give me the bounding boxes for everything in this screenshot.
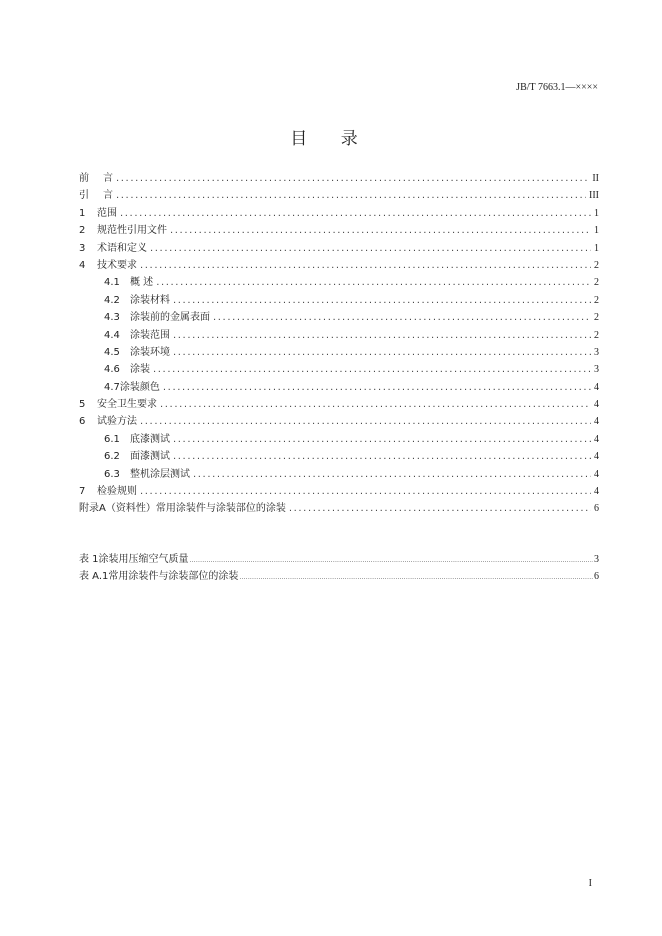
- toc-entry[interactable]: [79, 413, 599, 430]
- toc-entry-number: 4.4: [104, 329, 120, 341]
- toc-entry[interactable]: [79, 257, 599, 274]
- toc-entry-page: 1: [594, 242, 599, 254]
- toc-entry[interactable]: [79, 361, 599, 378]
- toc-entry-number: 6.2: [104, 451, 120, 463]
- toc-entry-number: 6.3: [104, 468, 120, 480]
- toc-entry[interactable]: [79, 222, 599, 239]
- dot-leader: [170, 222, 591, 239]
- toc-entry-label: 概 述: [130, 277, 154, 289]
- toc-entry-number: 4.3: [104, 312, 120, 324]
- toc-entry-label: 安全卫生要求: [97, 399, 157, 411]
- table-entry-page: 6: [594, 571, 599, 582]
- toc-entry-page: 6: [594, 503, 599, 515]
- toc-entry-page: III: [589, 190, 599, 202]
- toc-entry-page: 4: [594, 381, 599, 393]
- dot-leader: [173, 448, 591, 465]
- toc-entry-label: 涂装前的金属表面: [130, 312, 210, 324]
- dot-leader: [116, 187, 586, 204]
- dot-leader: [140, 257, 591, 274]
- document-code: JB/T 7663.1—××××: [516, 82, 598, 93]
- table-entry[interactable]: [79, 551, 599, 568]
- toc-entry-page: 2: [594, 312, 599, 324]
- toc-entry-label: 范围: [97, 207, 117, 219]
- toc-entry[interactable]: [79, 379, 599, 396]
- dot-leader: [153, 361, 591, 378]
- toc-entry[interactable]: [79, 448, 599, 465]
- toc-entry-number: 附录A（资料性）: [79, 503, 156, 515]
- toc-entry[interactable]: [79, 170, 599, 187]
- toc-entry[interactable]: [79, 466, 599, 483]
- toc-entry-label: 试验方法: [97, 416, 137, 428]
- toc-entry-label: 言: [103, 190, 113, 202]
- toc-entry[interactable]: [79, 309, 599, 326]
- toc-entry-label: 涂装颜色: [119, 381, 160, 393]
- toc-entry-page: II: [592, 173, 599, 184]
- dot-leader: [160, 396, 591, 413]
- toc-entry-number: 3: [79, 242, 86, 254]
- dot-leader: [239, 569, 593, 586]
- toc-entry-label: 底漆测试: [130, 433, 170, 445]
- dot-leader: [156, 274, 591, 291]
- toc-entry-number: 6.1: [104, 433, 120, 445]
- toc-entry-label: 规范性引用文件: [97, 225, 167, 237]
- toc-entry-page: 2: [594, 259, 599, 271]
- dot-leader: [173, 327, 591, 344]
- table-entry-label: 涂装用压缩空气质量: [98, 554, 189, 565]
- toc-entry-number: 5: [79, 399, 86, 411]
- table-entry-label: 常用涂装件与涂装部位的涂装: [108, 571, 239, 582]
- toc-entry-number: 4.7: [104, 381, 120, 393]
- toc-entry-number: 2: [79, 225, 86, 237]
- toc-entry-number: 1: [79, 207, 86, 219]
- toc-entry-label: 涂装范围: [130, 329, 170, 341]
- toc-entry-page: 4: [594, 468, 599, 480]
- toc-entry-number: 4.6: [104, 364, 120, 376]
- toc-entry-page: 4: [594, 433, 599, 445]
- dot-leader: [173, 344, 591, 361]
- toc-entry-label: 常用涂装件与涂装部位的涂装: [155, 503, 286, 515]
- toc-entry-label: 涂装材料: [130, 294, 170, 306]
- toc-entry-label: 技术要求: [97, 259, 137, 271]
- toc-entry-page: 4: [594, 399, 599, 411]
- toc-entry-label: 言: [103, 173, 113, 184]
- toc-entry-page: 4: [594, 416, 599, 428]
- toc-entry[interactable]: [79, 292, 599, 309]
- toc-entry-number: 4.5: [104, 346, 120, 358]
- dot-leader: [150, 240, 591, 257]
- list-of-tables: [79, 551, 599, 585]
- toc-entry-page: 1: [594, 225, 599, 237]
- toc-entry-number: 6: [79, 416, 86, 428]
- toc-entry-number: 7: [79, 486, 86, 498]
- toc-entry-page: 3: [594, 346, 599, 358]
- table-entry-page: 3: [594, 554, 599, 565]
- toc-entry[interactable]: [79, 431, 599, 448]
- dot-leader: [173, 292, 591, 309]
- toc-entry-page: 2: [594, 329, 599, 341]
- toc-entry-number: 4: [79, 259, 86, 271]
- toc-entry-page: 2: [594, 277, 599, 289]
- toc-entry-page: 1: [594, 207, 599, 219]
- dot-leader: [190, 552, 593, 569]
- toc-entry-page: 4: [594, 451, 599, 463]
- table-entry-number: 表 1: [79, 554, 99, 565]
- table-entry[interactable]: [79, 568, 599, 585]
- page-title: 目 录: [290, 129, 372, 149]
- table-of-contents: [79, 170, 599, 518]
- dot-leader: [116, 170, 589, 187]
- toc-entry-label: 检验规则: [97, 486, 137, 498]
- toc-entry-number: 4.1: [104, 277, 120, 289]
- toc-entry-label: 涂装: [130, 364, 150, 376]
- dot-leader: [213, 309, 591, 326]
- toc-entry-page: 3: [594, 364, 599, 376]
- dot-leader: [140, 483, 591, 500]
- dot-leader: [140, 413, 591, 430]
- toc-entry[interactable]: [79, 187, 599, 204]
- table-entry-number: 表 A.1: [79, 571, 109, 582]
- dot-leader: [173, 431, 591, 448]
- toc-entry-label: 面漆测试: [130, 451, 170, 463]
- toc-entry[interactable]: [79, 205, 599, 222]
- toc-entry[interactable]: [79, 483, 599, 500]
- toc-entry-page: 2: [594, 294, 599, 306]
- toc-entry[interactable]: [79, 344, 599, 361]
- dot-leader: [163, 379, 591, 396]
- toc-entry-number: 前: [79, 173, 89, 184]
- dot-leader: [289, 500, 591, 517]
- dot-leader: [120, 205, 591, 222]
- toc-entry-number: 引: [79, 190, 89, 202]
- toc-entry-page: 4: [594, 486, 599, 498]
- toc-entry-number: 4.2: [104, 294, 120, 306]
- toc-entry[interactable]: [79, 327, 599, 344]
- page-number: I: [588, 878, 592, 889]
- toc-entry[interactable]: [79, 240, 599, 257]
- toc-entry-label: 整机涂层测试: [130, 468, 190, 480]
- toc-entry-label: 术语和定义: [97, 242, 147, 254]
- toc-entry[interactable]: [79, 396, 599, 413]
- dot-leader: [193, 466, 591, 483]
- toc-entry[interactable]: [79, 274, 599, 291]
- toc-entry-label: 涂装环境: [130, 346, 170, 358]
- toc-entry[interactable]: [79, 500, 599, 517]
